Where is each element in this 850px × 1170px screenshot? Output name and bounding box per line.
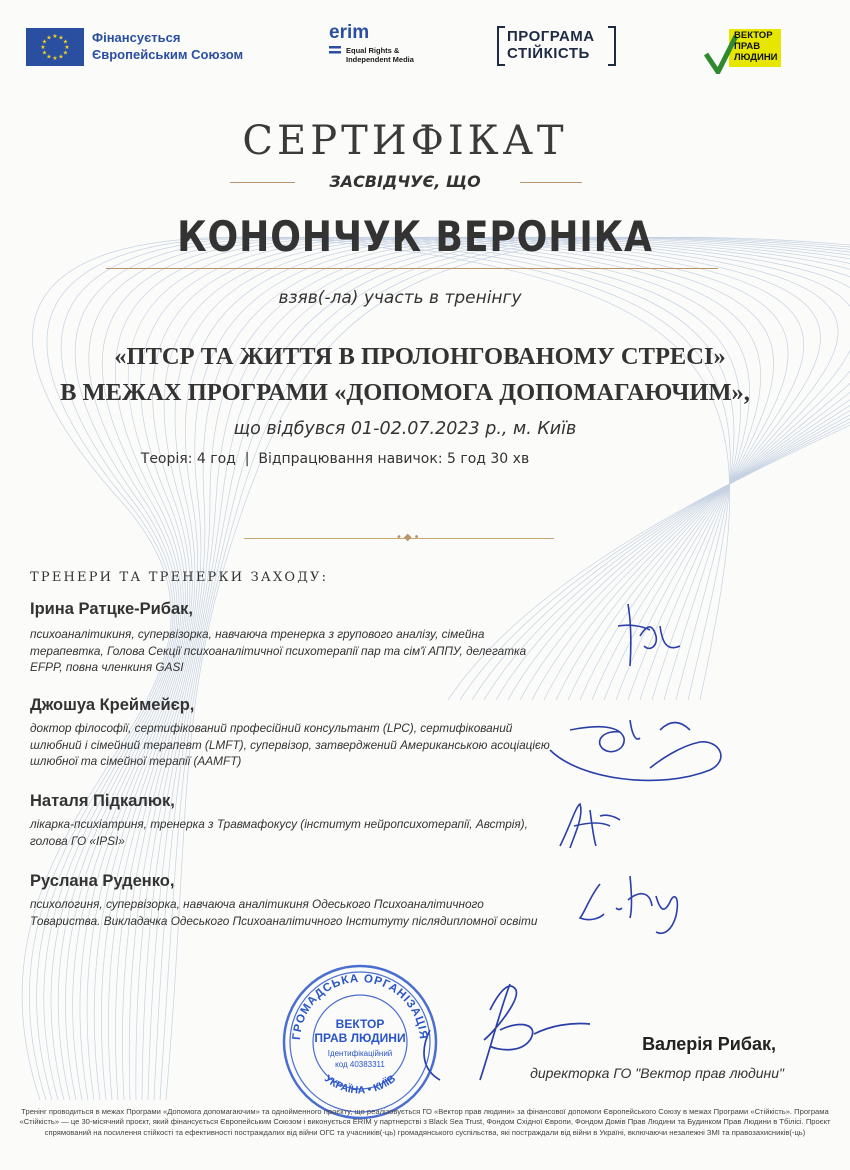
- stamp-ring-text: ГРОМАДСЬКА ОРГАНІЗАЦІЯ: [290, 972, 430, 1041]
- bracket-left-icon: [497, 26, 505, 66]
- trainers-heading: ТРЕНЕРИ ТА ТРЕНЕРКИ ЗАХОДУ:: [30, 570, 329, 585]
- erim-logo: erim: [329, 22, 370, 43]
- participation-text: взяв(-ла) участь в тренінгу: [278, 288, 522, 308]
- programa-logo: ПРОГРАМА СТІЙКІСТЬ: [507, 28, 595, 62]
- stamp-code: код 40383311: [335, 1060, 385, 1069]
- certificate-subtitle: ЗАСВІДЧУЄ, ЩО: [329, 172, 481, 191]
- svg-text:★: ★: [41, 38, 48, 46]
- svg-text:★: ★: [46, 34, 52, 42]
- trainer-name: Джошуа Креймейєр,: [30, 696, 195, 714]
- eu-funding-text: Фінансується Європейським Союзом: [92, 30, 244, 62]
- svg-text:★: ★: [58, 34, 64, 42]
- name-underline: [106, 268, 718, 269]
- checkmark-icon: [704, 34, 738, 74]
- certificate-title: СЕРТИФІКАТ: [242, 118, 568, 164]
- trainer-name: Наталя Підкалюк,: [30, 792, 175, 810]
- course-title: «ПТСР ТА ЖИТТЯ В ПРОЛОНГОВАНОМУ СТРЕСІ»: [114, 343, 726, 370]
- svg-text:★: ★: [40, 44, 46, 51]
- stamp-bottom-text: УКРАЇНА • КИЇВ: [322, 1072, 398, 1097]
- trainer-description: психоаналітикиня, супервізорка, навчаюча тренерка з групового аналізу, сімейна терапевтка, Голова Секції психоаналітичної психотерапії пар та сім'ї АППУ, делегатка EFPP, повна членкиня GASI: [30, 627, 527, 674]
- hours-info: Теорія: 4 год | Відпрацювання навичок: 5 год 30 хв: [140, 451, 530, 467]
- svg-text:★: ★: [52, 33, 58, 40]
- director-position: директорка ГО "Вектор прав людини": [530, 1065, 784, 1081]
- signature-1: [600, 596, 690, 676]
- divider-line: [520, 182, 582, 183]
- signature-3: [550, 796, 630, 856]
- svg-text:★: ★: [58, 53, 64, 61]
- erim-mark-icon: [329, 46, 341, 54]
- svg-text:★: ★: [41, 49, 48, 57]
- stamp-id-label: Ідентифікаційний: [327, 1049, 393, 1058]
- signature-4: [560, 866, 710, 946]
- recipient-name: КОНОНЧУК ВЕРОНІКА: [177, 212, 653, 261]
- trainer-description: психологиня, супервізорка, навчаюча аналітикиня Одеського Психоаналітичного Товариства. Викладачка Одеського Психоаналітичного Інституту післядипломної освіти: [30, 897, 538, 928]
- svg-text:★: ★: [62, 38, 69, 46]
- trainer-name: Ірина Ратцке-Рибак,: [30, 600, 194, 618]
- stamp-center-line2: ПРАВ ЛЮДИНИ: [314, 1031, 406, 1045]
- date-place: що відбувся 01-02.07.2023 р., м. Київ: [233, 419, 577, 439]
- trainer-description: доктор філософії, сертифікований професійний консультант (LPC), сертифікований шлюбний і сімейний терапевт (LMFT), супервізор, затверджений Американською асоціацією шлюбної та сімейної терапії (AAMFT): [30, 721, 550, 768]
- svg-text:★: ★: [46, 53, 52, 61]
- organization-stamp: [280, 962, 440, 1122]
- stamp-center-line1: ВЕКТОР: [335, 1017, 385, 1031]
- svg-text:УКРАЇНА • КИЇВ: [322, 1072, 398, 1096]
- svg-text:★: ★: [64, 44, 70, 51]
- eu-flag-icon: [26, 28, 84, 66]
- ornament-dots-icon: •◆•: [396, 532, 422, 543]
- footer-disclaimer: Тренінг проводиться в межах Програми «Допомога допомагаючим» та однойменного проєкту, що реалізовується ГО «Вектор прав людини» за фінансової допомоги Європейського Союзу в межах Програми «Стійкість». Програма «Стійкість» — це 30-місячний проєкт, який фінансується Європейським Союзом і виконується ERIM у партнерстві з Black Sea Trust, Фондом Східної Європи, Фондом Домів Прав Людини та Будинком Прав Людини в Тбілісі. Проєкт спрямований на посилення стійкості та ефективності постраждалих від війни ОГС та учасників(-ць) громадянського суспільства, які постраждали від війни в Україні, включаючи незалежні ЗМІ та правозахисників(-ць): [19, 1107, 831, 1137]
- trainer-description: лікарка-психіатриня, тренерка з Травмафокусу (інститут нейропсихотерапії, Австрія), голова ГО «IPSI»: [30, 817, 528, 848]
- svg-text:★: ★: [52, 55, 58, 62]
- signature-2: [540, 690, 730, 790]
- program-title: В МЕЖАХ ПРОГРАМИ «ДОПОМОГА ДОПОМАГАЮЧИМ»,: [60, 379, 750, 406]
- svg-text:★: ★: [62, 49, 69, 57]
- trainer-name: Руслана Руденко,: [30, 872, 175, 890]
- bracket-right-icon: [608, 26, 616, 66]
- director-name: Валерія Рибак,: [642, 1034, 776, 1054]
- erim-tagline: Equal Rights & Independent Media: [346, 46, 414, 64]
- vektor-logo-text: ВЕКТОР ПРАВ ЛЮДИНИ: [734, 30, 778, 63]
